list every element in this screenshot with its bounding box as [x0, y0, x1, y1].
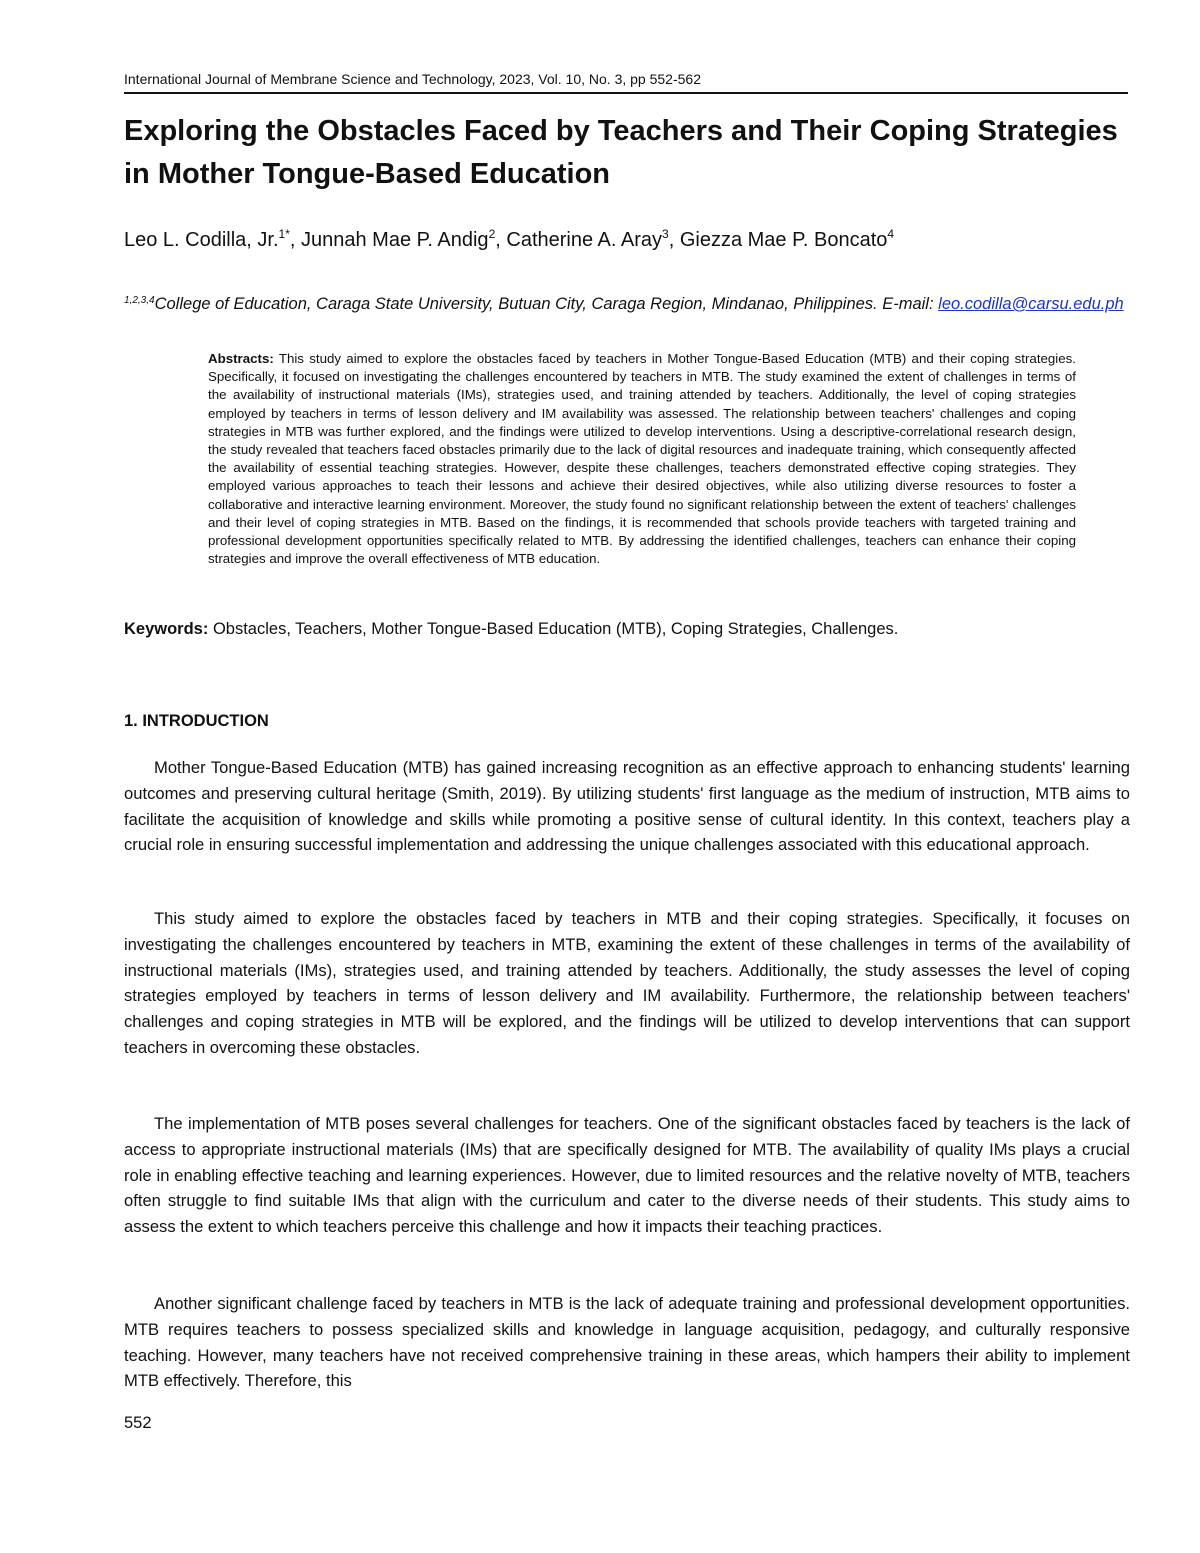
page-number: 552 — [124, 1414, 152, 1432]
author-superscript: 2 — [488, 227, 496, 241]
abstract — [208, 350, 1076, 568]
author-superscript: 1* — [278, 227, 290, 241]
affiliation-text: College of Education, Caraga State University, Butuan City, Caraga Region, Mindanao, Philippines. E-mail: — [154, 295, 939, 313]
author-name: Leo L. Codilla, Jr. — [124, 229, 279, 251]
keywords-label: Keywords: — [124, 620, 209, 638]
body-paragraph: Another significant challenge faced by teachers in MTB is the lack of adequate training and professional development opportunities. MTB requires teachers to possess specialized skills and knowledge in language acquisition, pedagogy, and culturally responsive teaching. However, many teachers have not received comprehensive training in these areas, which hampers their ability to implement MTB effectively. Therefore, this — [124, 1294, 1130, 1391]
body-paragraph: The implementation of MTB poses several challenges for teachers. One of the significant obstacles faced by teachers is the lack of access to appropriate instructional materials (IMs) that are specifically designed for MTB. The availability of quality IMs plays a crucial role in enabling effective teaching and learning experiences. However, due to limited resources and the relative novelty of MTB, teachers often struggle to find suitable IMs that align with the curriculum and cater to the diverse needs of their students. This study aims to assess the extent to which teachers perceive this challenge and how it impacts their teaching practices. — [124, 1114, 1130, 1237]
author-name: Catherine A. Aray — [506, 229, 663, 251]
body-paragraph: Mother Tongue-Based Education (MTB) has gained increasing recognition as an effective approach to enhancing students' learning outcomes and preserving cultural heritage (Smith, 2019). By utilizing students' first language as the medium of instruction, MTB aims to facilitate the acquisition of knowledge and skills while promoting a positive sense of cultural identity. In this context, teachers play a crucial role in ensuring successful implementation and addressing the unique challenges associated with this educational approach. — [124, 758, 1130, 855]
paper-title: Exploring the Obstacles Faced by Teachers and Their Coping Strategies in Mother Tongue-Based Education — [124, 115, 1118, 190]
keywords — [124, 617, 1128, 641]
email-link[interactable]: leo.codilla@carsu.edu.ph — [938, 295, 1124, 313]
author-name: Giezza Mae P. Boncato — [679, 229, 888, 251]
affiliation — [124, 292, 1128, 316]
header-rule — [124, 92, 1128, 94]
author-list: Leo L. Codilla, Jr.$^{1*}$, Junnah Mae P. Andig$^2$, Catherine A. Aray$^3$, Giezza Mae P. Boncato$^4$ — [124, 227, 895, 251]
section-heading-introduction: 1. INTRODUCTION — [124, 712, 269, 730]
affiliation-superscript: 1,2,3,4 — [124, 295, 155, 306]
author-name: Junnah Mae P. Andig — [301, 229, 489, 251]
keywords-text: Obstacles, Teachers, Mother Tongue-Based Education (MTB), Coping Strategies, Challenges. — [212, 620, 899, 638]
body-paragraph: This study aimed to explore the obstacles faced by teachers in MTB and their coping strategies. Specifically, it focuses on investigating the challenges encountered by teachers in MTB, examining the extent of these challenges in terms of the availability of instructional materials (IMs), strategies used, and training attended by teachers. Additionally, the study assesses the level of coping strategies employed by teachers in terms of lesson delivery and IM availability. Furthermore, the relationship between teachers' challenges and coping strategies in MTB will be explored, and the findings will be utilized to develop interventions that can support teachers in overcoming these obstacles. — [124, 909, 1130, 1057]
abstract-label: Abstracts: — [208, 351, 274, 366]
author-superscript: 3 — [662, 227, 669, 241]
abstract-text: This study aimed to explore the obstacles faced by teachers in Mother Tongue-Based Education (MTB) and their coping strategies. Specifically, it focused on investigating the challenges encountered by teachers in MTB. The study examined the extent of challenges in terms of the availability of instructional materials (IMs), strategies used, and training attended by teachers. Additionally, the level of coping strategies employed by teachers in terms of lesson delivery and IM availability was assessed. The relationship between teachers' challenges and coping strategies in MTB was further explored, and the findings were utilized to develop interventions. Using a descriptive-correlational research design, the study revealed that teachers faced obstacles primarily due to the lack of digital resources and inadequate training, which consequently affected the availability of essential teaching strategies. However, despite these challenges, teachers demonstrated effective coping strategies. They employed various approaches to teach their lessons and achieve their desired objectives, while also utilizing diverse resources to foster a collaborative and interactive learning environment. Moreover, the study found no significant relationship between the extent of teachers' challenges and their level of coping strategies in MTB. Based on the findings, it is recommended that schools provide teachers with targeted training and professional development opportunities specifically related to MTB. By addressing the identified challenges, teachers can enhance their coping strategies and improve the overall effectiveness of MTB education. — [208, 351, 1076, 567]
running-header: International Journal of Membrane Science and Technology, 2023, Vol. 10, No. 3, pp 552-562 — [124, 71, 701, 87]
author-superscript: 4 — [887, 227, 895, 241]
